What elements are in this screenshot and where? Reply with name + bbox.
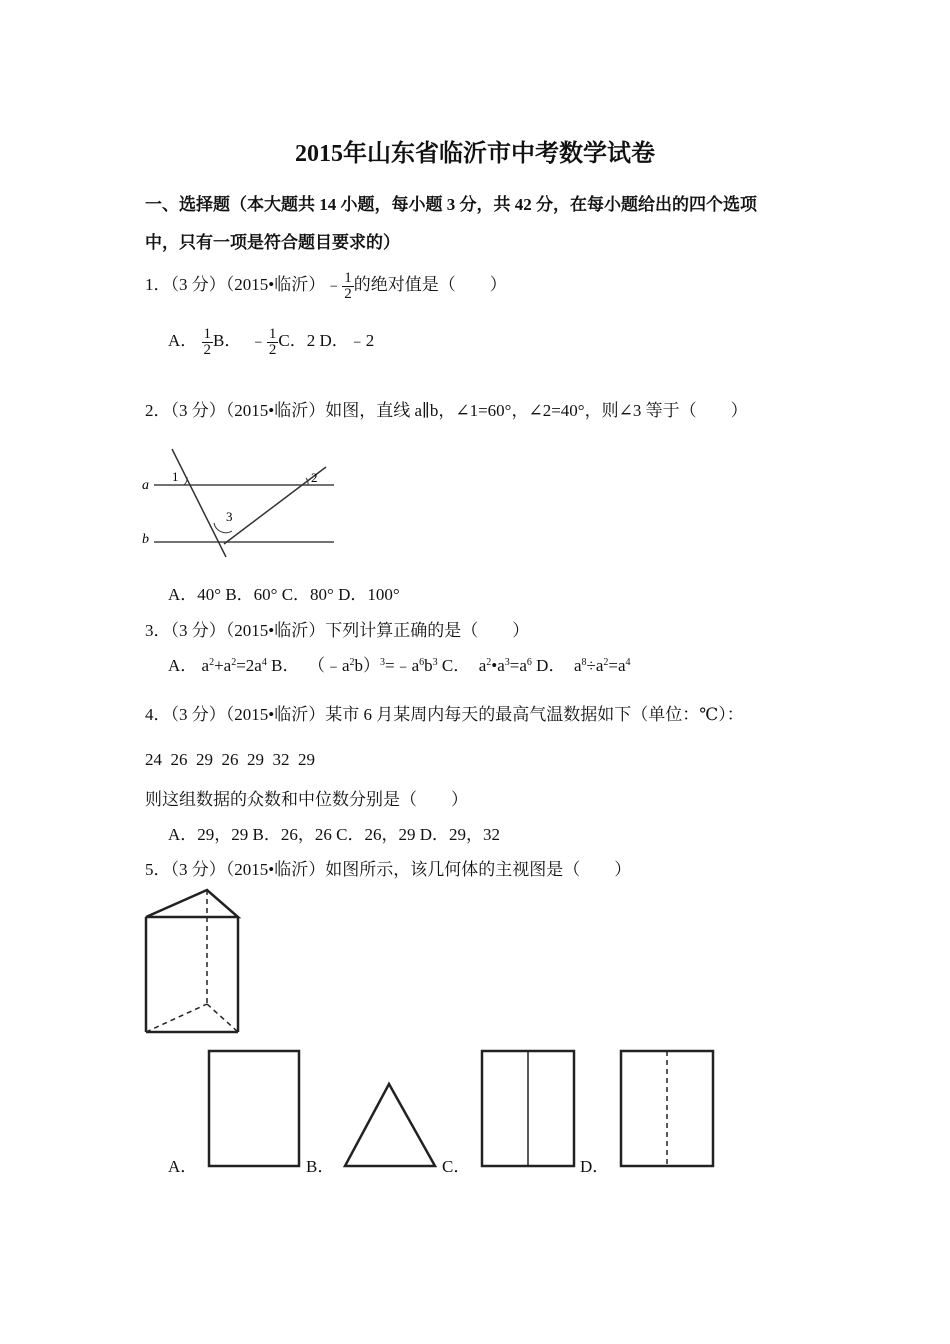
question-4-data: 24 26 29 26 29 32 29 bbox=[145, 750, 315, 769]
page-title: 2015年山东省临沂市中考数学试卷 bbox=[295, 141, 655, 167]
fraction: $\frac{1}{2}$ bbox=[344, 269, 352, 302]
option-b-fraction: $\frac{1}{2}$ bbox=[268, 325, 277, 358]
question-1-options: A． $\frac{1}{2}$ B． ﹣ $\frac{1}{2}$ C．2 D．﹣2 bbox=[168, 325, 375, 358]
question-3-stem: 3．（3 分）（2015•临沂）下列计算正确的是（ ） bbox=[145, 621, 530, 640]
question-2-stem: 2．（3 分）（2015•临沂）如图，直线 a∥b，∠1=60°，∠2=40°，则∠3 等于（ ） bbox=[145, 401, 748, 420]
question-2-options: A．40° B．60° C．80° D．100° bbox=[168, 585, 400, 604]
question-5-option-a-label: A． bbox=[168, 1157, 198, 1176]
option-b-triangle-figure bbox=[341, 1080, 439, 1170]
option-c-split-rectangle-figure bbox=[479, 1048, 577, 1170]
angle-2-label: 2 bbox=[311, 470, 318, 485]
label-b: b bbox=[142, 532, 149, 547]
question-4-options: A．29，29 B．26，26 C．26，29 D．29，32 bbox=[168, 825, 500, 844]
question-3-options: A． $a^2+a^2=2a^4$ B． $(﹣a^2b)^3=﹣a^6b^3$ C． $a^2•a^3=a^6$ D． $a^8\div a^2=a^4$ bbox=[168, 656, 631, 675]
label-a: a bbox=[142, 478, 149, 493]
option-a-fraction: $\frac{1}{2}$ bbox=[203, 325, 212, 358]
question-4-question: 则这组数据的众数和中位数分别是（ ） bbox=[145, 790, 468, 809]
parallel-lines-figure bbox=[138, 445, 338, 563]
angle-3-label: 3 bbox=[226, 509, 233, 524]
section-heading-line2: 中，只有一项是符合题目要求的） bbox=[145, 233, 400, 252]
triangular-prism-figure bbox=[140, 882, 244, 1038]
option-d-dashed-rectangle-figure bbox=[618, 1048, 716, 1170]
question-4-stem: 4．（3 分）（2015•临沂）某市 6 月某周内每天的最高气温数据如下（单位：℃）： bbox=[145, 705, 744, 724]
section-heading-line1: 一、选择题（本大题共 14 小题，每小题 3 分，共 42 分，在每小题给出的四个选项 bbox=[145, 195, 757, 214]
question-1-stem: 1．（3 分）（2015•临沂）﹣ $\frac{1}{2}$ 的绝对值是（ ） bbox=[145, 269, 507, 302]
question-5-option-c-label: C． bbox=[442, 1157, 471, 1176]
option-a-rectangle-figure bbox=[206, 1048, 302, 1170]
option-d: D．﹣2 bbox=[319, 331, 375, 350]
question-5-stem: 5．（3 分）（2015•临沂）如图所示，该几何体的主视图是（ ） bbox=[145, 860, 632, 879]
question-5-option-b-label: B． bbox=[306, 1157, 335, 1176]
angle-1-label: 1 bbox=[172, 469, 179, 484]
option-a-label: A． bbox=[168, 331, 198, 350]
option-b-label: B． bbox=[213, 331, 242, 350]
question-5-option-d-label: D． bbox=[580, 1157, 610, 1176]
option-c: C．2 bbox=[278, 331, 316, 350]
